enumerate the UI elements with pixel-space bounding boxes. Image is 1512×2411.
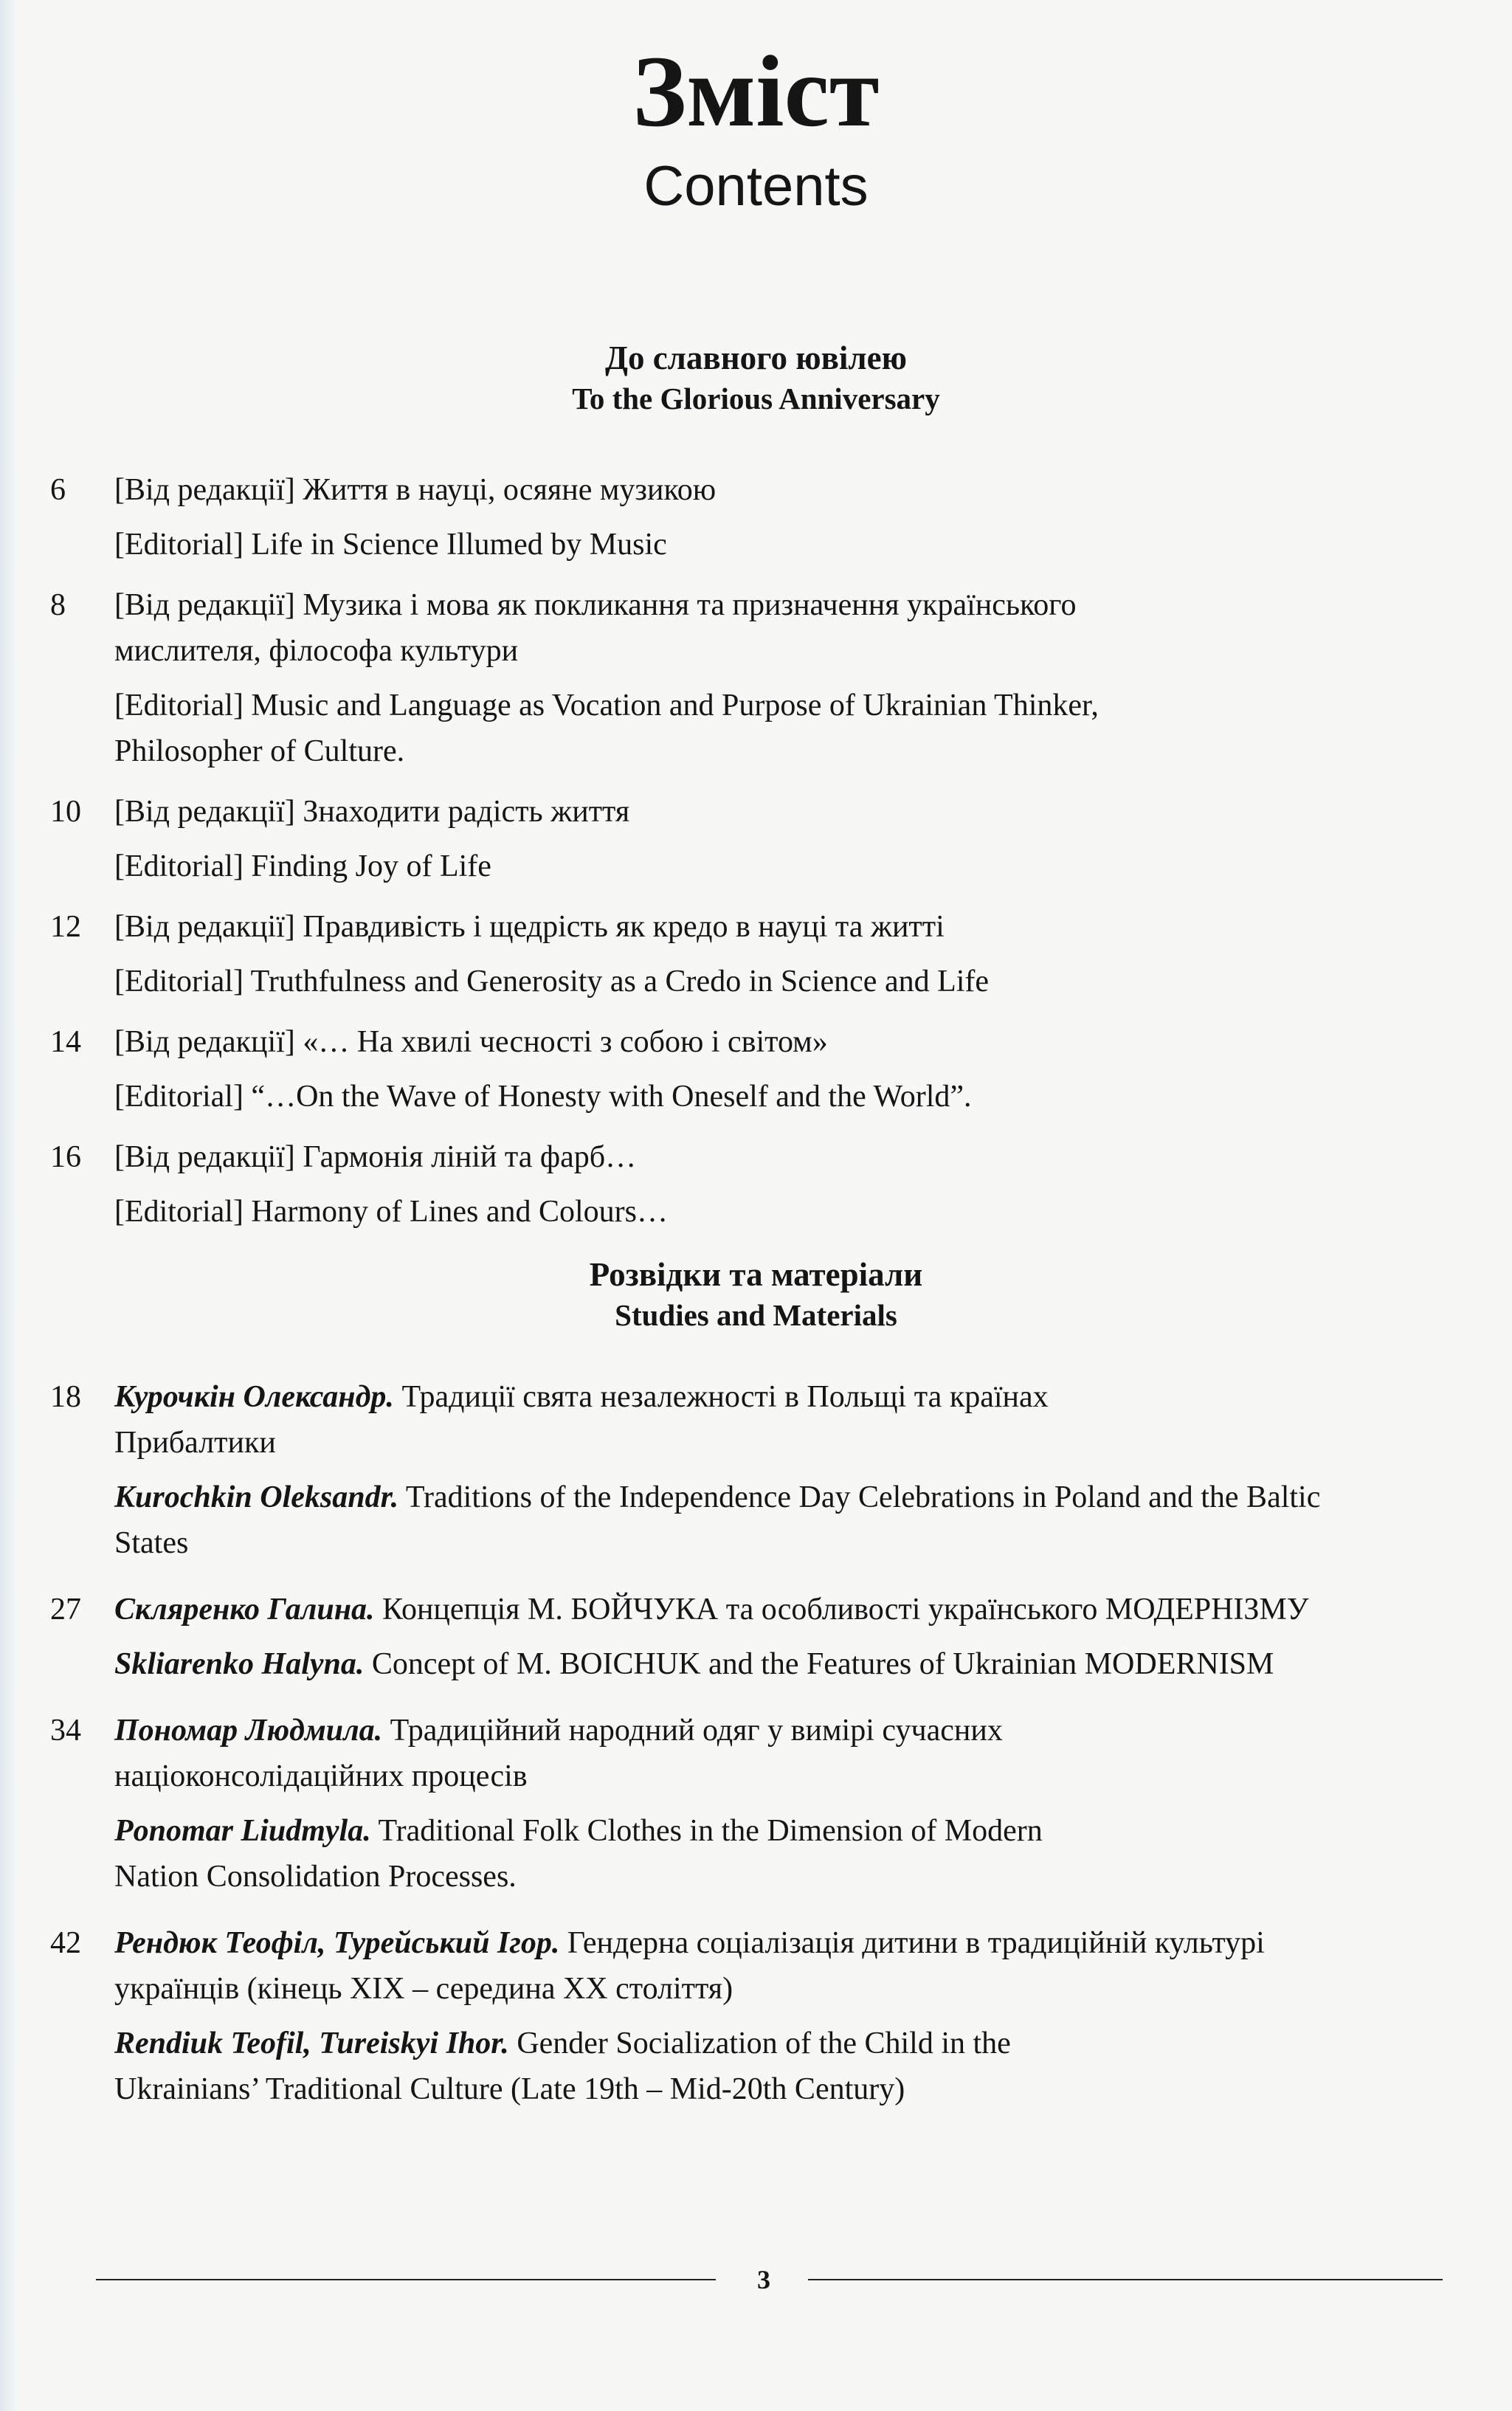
toc-page-number: 16 bbox=[50, 1140, 81, 1175]
toc-title-en: [Editorial] Life in Science Illumed by Music bbox=[114, 528, 667, 562]
toc-page-number: 6 bbox=[50, 473, 66, 508]
toc-page-number: 34 bbox=[50, 1714, 81, 1748]
toc-entry[interactable] bbox=[0, 904, 1512, 1004]
toc-title-en: Gender Socialization of the Child in the Ukrainians’ Traditional Culture (Late 19th – Mid-20th Century) bbox=[114, 2027, 1011, 2107]
toc-page-number: 18 bbox=[50, 1380, 81, 1415]
toc-title-ua: Традиційний народний одяг у вимірі сучасних націоконсолідаційних процесів bbox=[114, 1714, 1003, 1794]
section-anniversary bbox=[0, 338, 1512, 1249]
toc-entry[interactable] bbox=[0, 789, 1512, 889]
toc-title-ua: [Від редакції] «… На хвилі чесності з собою і світом» bbox=[114, 1025, 828, 1060]
toc-title-en: [Editorial] Music and Language as Vocation and Purpose of Ukrainian Thinker, Philosopher of Culture. bbox=[114, 689, 1099, 769]
toc-entry[interactable] bbox=[0, 1374, 1512, 1566]
toc-author-ua: Рендюк Теофіл, Турейський Ігор. bbox=[114, 1926, 560, 1961]
toc-title-ua: Концепція М. БОЙЧУКА та особливості українського МОДЕРНІЗМУ bbox=[374, 1593, 1309, 1627]
page-footer bbox=[0, 2264, 1512, 2294]
footer-rule bbox=[96, 2279, 716, 2280]
toc-entry[interactable] bbox=[0, 1134, 1512, 1235]
toc-entry[interactable] bbox=[0, 1920, 1512, 2112]
section-studies bbox=[0, 1255, 1512, 2133]
section-title-en: Studies and Materials bbox=[615, 1298, 897, 1332]
toc-page-number: 8 bbox=[50, 588, 66, 623]
section-heading bbox=[0, 338, 1512, 417]
toc-title-en: Traditions of the Independence Day Celebrations in Poland and the Baltic States bbox=[114, 1480, 1321, 1561]
section-heading bbox=[0, 1255, 1512, 1334]
toc-entry[interactable] bbox=[0, 582, 1512, 774]
toc-title-en: Traditional Folk Clothes in the Dimension of Modern Nation Consolidation Processes. bbox=[114, 1814, 1043, 1894]
toc-page-number: 14 bbox=[50, 1025, 81, 1060]
toc-page-number: 42 bbox=[50, 1926, 81, 1961]
section-title-ua: До славного ювілею bbox=[604, 339, 908, 376]
toc-entry[interactable] bbox=[0, 1587, 1512, 1687]
footer-rule bbox=[808, 2279, 1443, 2280]
section-title-ua: Розвідки та матеріали bbox=[589, 1256, 923, 1293]
toc-author-en: Rendiuk Teofil, Tureiskyi Ihor. bbox=[114, 2027, 509, 2061]
toc-title-en: [Editorial] “…On the Wave of Honesty with Oneself and the World”. bbox=[114, 1080, 972, 1114]
toc-author-ua: Скляренко Галина. bbox=[114, 1593, 375, 1627]
toc-author-en: Kurochkin Oleksandr. bbox=[114, 1480, 399, 1515]
toc-entry[interactable] bbox=[0, 1019, 1512, 1120]
toc-list bbox=[0, 1374, 1512, 2112]
toc-title-ua: [Від редакції] Знаходити радість життя bbox=[114, 795, 630, 829]
section-title-en: To the Glorious Anniversary bbox=[572, 382, 940, 415]
toc-page-number: 12 bbox=[50, 910, 81, 945]
page-number: 3 bbox=[757, 2265, 770, 2294]
toc-page-number: 27 bbox=[50, 1593, 81, 1627]
page-header bbox=[0, 35, 1512, 218]
toc-title-ua: [Від редакції] Музика і мова як покликання та призначення українського мислителя, філософа культури bbox=[114, 588, 1077, 669]
toc-title-en: [Editorial] Finding Joy of Life bbox=[114, 849, 491, 884]
toc-title-en: [Editorial] Harmony of Lines and Colours… bbox=[114, 1195, 669, 1229]
toc-entry[interactable] bbox=[0, 467, 1512, 568]
toc-title-ua: Гендерна соціалізація дитини в традиційній культурі українців (кінець ХІХ – середина ХХ століття) bbox=[114, 1926, 1265, 2007]
toc-title-ua: Традиції свята незалежності в Польщі та країнах Прибалтики bbox=[114, 1380, 1049, 1460]
toc-page-number: 10 bbox=[50, 795, 81, 829]
toc-title-en: Concept of M. BOICHUK and the Features of Ukrainian MODERNISM bbox=[364, 1647, 1274, 1682]
toc-author-ua: Курочкін Олександр. bbox=[114, 1380, 394, 1415]
toc-title-ua: [Від редакції] Гармонія ліній та фарб… bbox=[114, 1140, 637, 1175]
toc-title-ua: [Від редакції] Життя в науці, осяяне музикою bbox=[114, 473, 717, 508]
page-title: Зміст bbox=[632, 35, 880, 148]
toc-author-ua: Пономар Людмила. bbox=[114, 1714, 383, 1748]
toc-author-en: Skliarenko Halyna. bbox=[114, 1647, 365, 1682]
toc-title-ua: [Від редакції] Правдивість і щедрість як кредо в науці та житті bbox=[114, 910, 945, 945]
toc-title-en: [Editorial] Truthfulness and Generosity as a Credo in Science and Life bbox=[114, 965, 990, 999]
toc-list bbox=[0, 467, 1512, 1235]
toc-author-en: Ponomar Liudmyla. bbox=[114, 1814, 371, 1849]
page-subtitle: Contents bbox=[643, 155, 869, 218]
toc-entry[interactable] bbox=[0, 1708, 1512, 1900]
